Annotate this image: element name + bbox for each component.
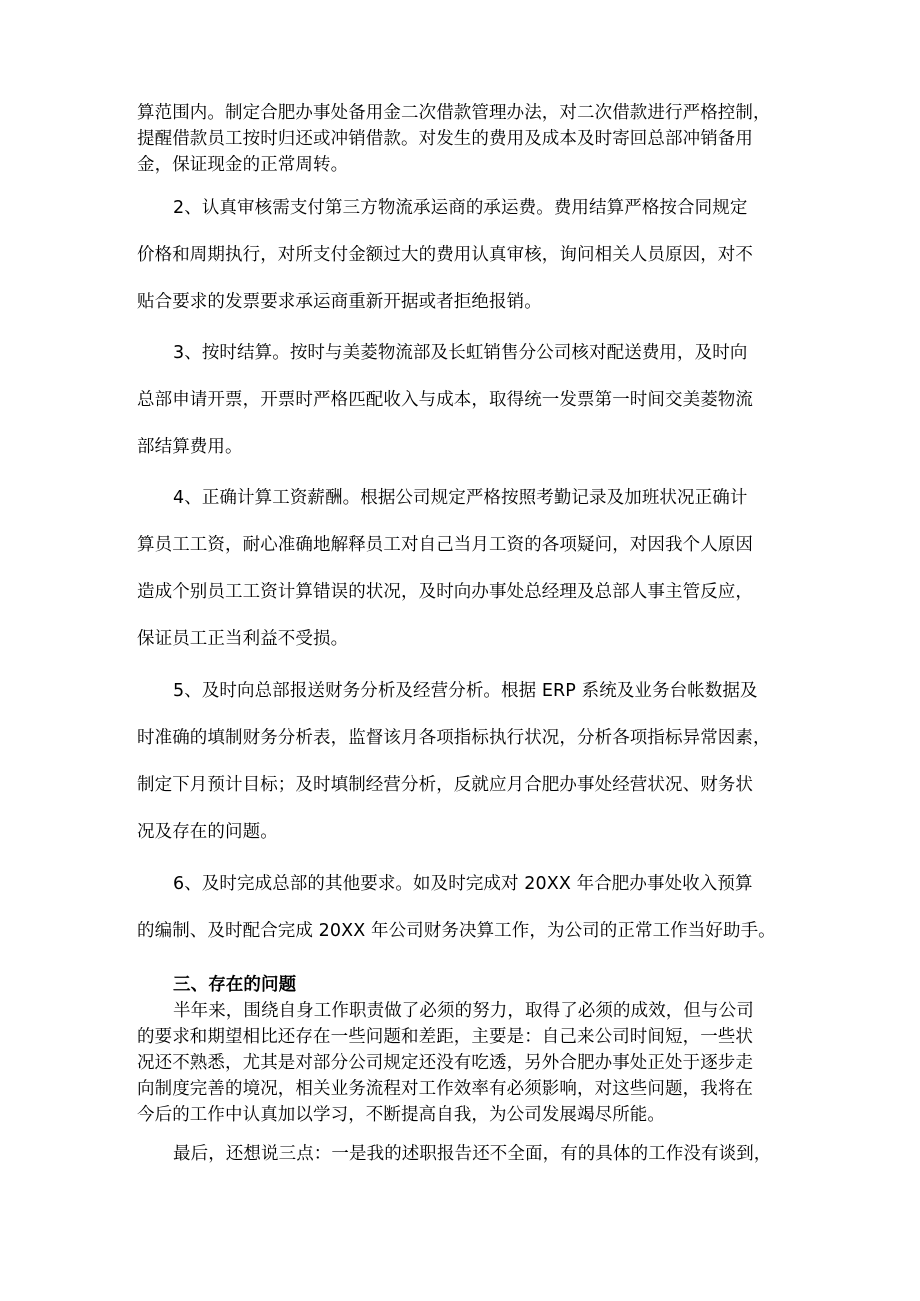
text-line: 造成个别员工工资计算错误的状况，及时向办事处总经理及总部人事主管反应，	[137, 582, 753, 602]
text-line: 今后的工作中认真加以学习，不断提高自我，为公司发展竭尽所能。	[137, 1105, 665, 1125]
text-line: 贴合要求的发票要求承运商重新开据或者拒绝报销。	[137, 292, 542, 312]
text-line: 总部申请开票，开票时严格匹配收入与成本，取得统一发票第一时间交美菱物流	[137, 390, 753, 410]
text-line: 3、按时结算。按时与美菱物流部及长虹销售分公司核对配送费用，及时向	[173, 343, 748, 363]
text-line: 5、及时向总部报送财务分析及经营分析。根据 ERP 系统及业务台帐数据及	[173, 681, 758, 701]
text-line: 部结算费用。	[137, 437, 243, 457]
text-line: 制定下月预计目标；及时填制经营分析，反就应月合肥办事处经营状况、财务状	[137, 775, 753, 795]
document-page	[137, 0, 797, 1301]
text-line: 保证员工正当利益不受损。	[137, 629, 349, 649]
text-line: 6、及时完成总部的其他要求。如及时完成对 20XX 年合肥办事处收入预算	[173, 874, 753, 894]
text-line: 况还不熟悉，尤其是对部分公司规定还没有吃透，另外合肥办事处正处于逐步走	[137, 1053, 753, 1073]
text-line: 向制度完善的境况，相关业务流程对工作效率有必须影响，对这些问题，我将在	[137, 1079, 753, 1099]
text-line: 的要求和期望相比还存在一些问题和差距，主要是：自己来公司时间短，一些状	[137, 1027, 753, 1047]
text-line: 最后，还想说三点：一是我的述职报告还不全面，有的具体的工作没有谈到，	[173, 1144, 772, 1164]
text-line: 2、认真审核需支付第三方物流承运商的承运费。费用结算严格按合同规定	[173, 198, 748, 218]
text-line: 算员工工资，耐心准确地解释员工对自己当月工资的各项疑问，对因我个人原因	[137, 535, 753, 555]
text-line: 况及存在的问题。	[137, 822, 278, 842]
text-line: 半年来，围绕自身工作职责做了必须的努力，取得了必须的成效，但与公司	[173, 1001, 754, 1021]
text-line: 的编制、及时配合完成 20XX 年公司财务决算工作，为公司的正常工作当好助手。	[137, 921, 776, 941]
section-heading: 三、存在的问题	[173, 975, 297, 995]
text-line: 算范围内。制定合肥办事处备用金二次借款管理办法，对二次借款进行严格控制，	[137, 103, 771, 123]
text-line: 价格和周期执行，对所支付金额过大的费用认真审核，询问相关人员原因，对不	[137, 245, 753, 265]
text-line: 提醒借款员工按时归还或冲销借款。对发生的费用及成本及时寄回总部冲销备用	[137, 129, 753, 149]
text-line: 金，保证现金的正常周转。	[137, 155, 349, 175]
text-line: 时准确的填制财务分析表，监督该月各项指标执行状况，分析各项指标异常因素，	[137, 728, 771, 748]
text-line: 4、正确计算工资薪酬。根据公司规定严格按照考勤记录及加班状况正确计	[173, 488, 748, 508]
